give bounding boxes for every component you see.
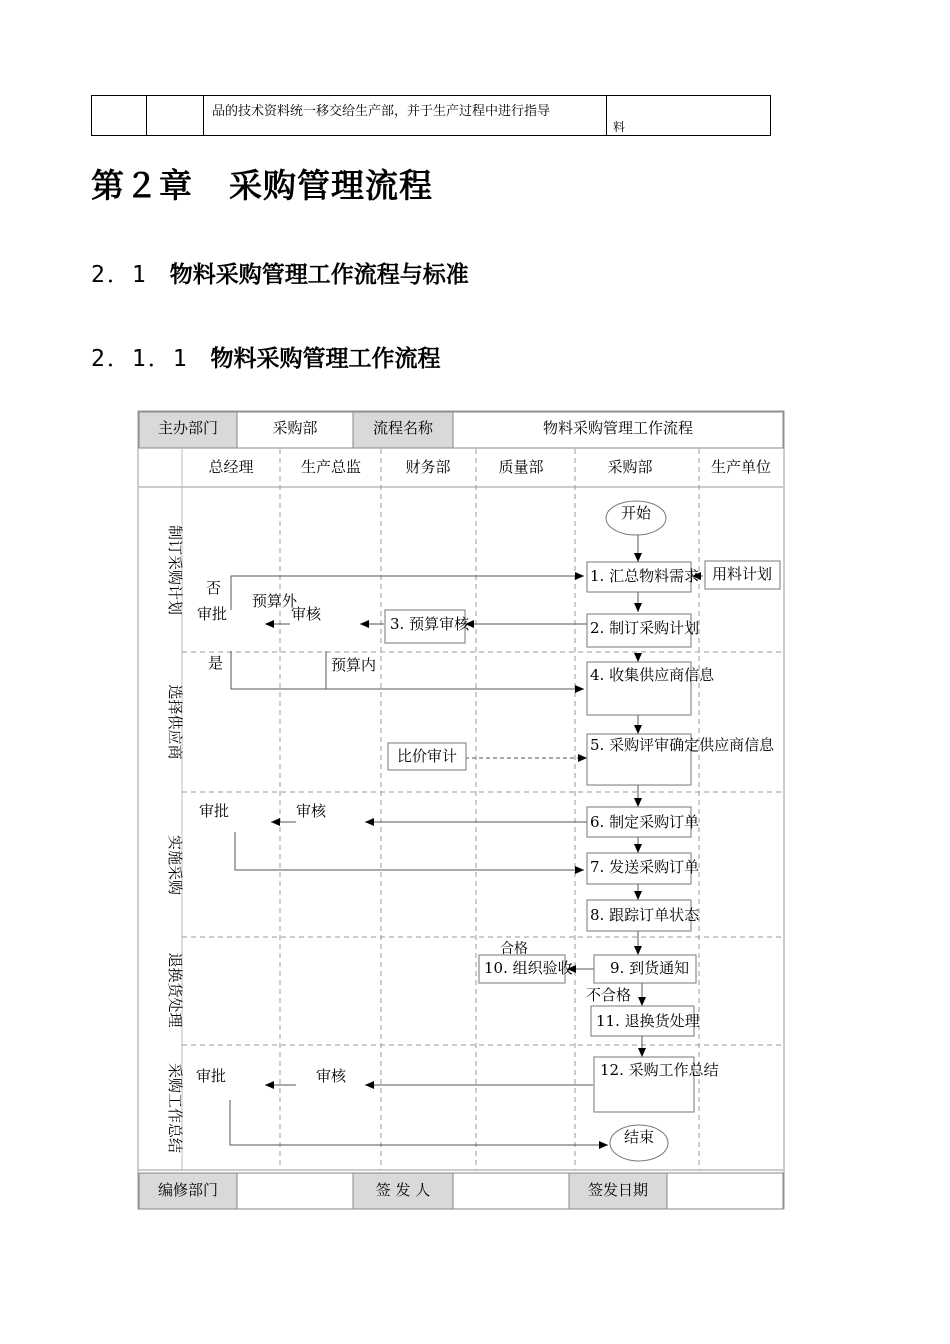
node-label: 7. 发送采购订单 bbox=[590, 858, 700, 876]
phase-label: 制订采购计划 bbox=[166, 524, 184, 616]
section-title: 物料采购管理工作流程与标准 bbox=[169, 262, 469, 288]
node-label: 9. 到货通知 bbox=[610, 959, 690, 977]
edge-label: 预算外 bbox=[252, 592, 298, 610]
table-cell-text: 品的技术资料统一移交给生产部，并于生产过程中进行指导 bbox=[204, 96, 607, 136]
phase-label: 实施采购 bbox=[166, 834, 184, 896]
node-label: 3. 预算审核 bbox=[390, 615, 470, 633]
table-cell-right: 料 bbox=[607, 96, 771, 136]
node-label: 10. 组织验收 bbox=[484, 959, 573, 977]
process-value: 物料采购管理工作流程 bbox=[542, 419, 694, 437]
edge-label: 审批 bbox=[197, 605, 228, 623]
node-label: 4. 收集供应商信息 bbox=[590, 666, 715, 684]
column-header: 生产总监 bbox=[300, 458, 362, 476]
node-label: 11. 退换货处理 bbox=[596, 1012, 700, 1030]
phase-label: 采购工作总结 bbox=[166, 1062, 184, 1154]
edge-label: 审核 bbox=[296, 802, 327, 820]
start-label: 开始 bbox=[620, 504, 652, 522]
node-label: 8. 跟踪订单状态 bbox=[590, 906, 700, 924]
edge-label: 审核 bbox=[291, 605, 322, 623]
edge-label: 否 bbox=[206, 579, 222, 597]
chapter-number: 第２章 bbox=[91, 166, 193, 205]
flowchart-header bbox=[139, 412, 783, 448]
footer-cell-date-value bbox=[667, 1173, 783, 1209]
section-number: 2．1 bbox=[91, 262, 148, 288]
node-label: 6. 制定采购订单 bbox=[590, 813, 700, 831]
subsection-number: 2．1．1 bbox=[91, 346, 189, 372]
issuer-label: 签 发 人 bbox=[375, 1181, 431, 1199]
edge-label: 不合格 bbox=[586, 986, 632, 1004]
price-audit-label: 比价审计 bbox=[396, 747, 458, 765]
column-header: 财务部 bbox=[405, 458, 451, 476]
edge-label: 审批 bbox=[196, 1067, 227, 1085]
usage-plan-label: 用料计划 bbox=[711, 565, 773, 583]
column-header: 采购部 bbox=[607, 458, 653, 476]
host-value: 采购部 bbox=[272, 419, 318, 437]
footer-cell-edit-value bbox=[237, 1173, 353, 1209]
node-label: 1. 汇总物料需求 bbox=[590, 567, 700, 585]
edge-label: 是 bbox=[208, 654, 224, 672]
edge-label: 合格 bbox=[500, 941, 528, 957]
edge-label: 审批 bbox=[199, 802, 230, 820]
column-header: 生产单位 bbox=[710, 458, 772, 476]
subsection-title: 物料采购管理工作流程 bbox=[210, 346, 441, 372]
node-label: 12. 采购工作总结 bbox=[600, 1061, 719, 1079]
process-label: 流程名称 bbox=[372, 419, 434, 437]
issue-date-label: 签发日期 bbox=[587, 1181, 649, 1199]
phase-label: 选择供应商 bbox=[166, 684, 184, 760]
end-label: 结束 bbox=[623, 1128, 655, 1146]
column-header: 总经理 bbox=[208, 458, 254, 476]
edge-label: 审核 bbox=[316, 1067, 347, 1085]
phase-label: 退换货处理 bbox=[166, 952, 184, 1028]
chapter-title: 采购管理流程 bbox=[229, 166, 433, 205]
node-label: 5. 采购评审确定供应商信息 bbox=[590, 736, 775, 754]
flowchart-footer bbox=[139, 1173, 783, 1209]
column-header: 质量部 bbox=[498, 458, 544, 476]
host-label: 主办部门 bbox=[157, 419, 219, 437]
node-label: 2. 制订采购计划 bbox=[590, 619, 700, 637]
edge-label: 预算内 bbox=[331, 656, 377, 674]
footer-cell-issuer-value bbox=[453, 1173, 569, 1209]
edit-dept-label: 编修部门 bbox=[157, 1181, 219, 1199]
